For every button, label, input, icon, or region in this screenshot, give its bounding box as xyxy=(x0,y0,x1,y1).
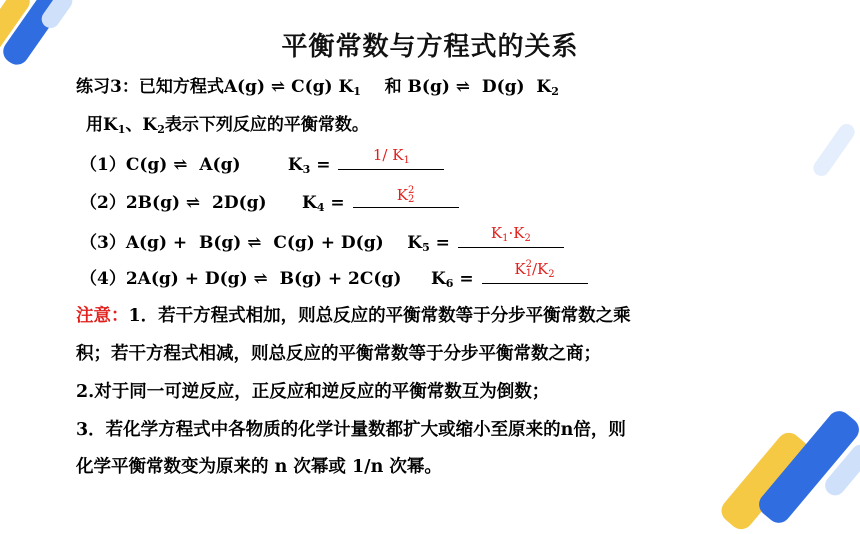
reaction-2-k-sub: 4 xyxy=(316,201,325,214)
answer-3-sub1: 1 xyxy=(502,233,509,244)
note-line-2: 积；若干方程式相减，则总反应的平衡常数等于分步平衡常数之商； xyxy=(76,344,601,364)
answer-blank-1 xyxy=(338,146,444,170)
instruction-sub2: 2 xyxy=(157,123,165,136)
answer-3-text: K xyxy=(490,224,503,242)
answer-4-sub2: 2 xyxy=(548,269,555,280)
reaction-2-eq: = xyxy=(324,193,351,213)
reaction-3-k-sub: 5 xyxy=(422,241,430,254)
answer-3 xyxy=(458,226,564,244)
answer-4 xyxy=(482,260,588,280)
reaction-1-text: （1）C(g) ⇌ A(g) K xyxy=(80,155,303,175)
answer-blank-3 xyxy=(458,224,564,248)
reaction-3-text: （3）A(g) + B(g) ⇌ C(g) + D(g) K xyxy=(80,233,423,253)
exercise-intro xyxy=(76,72,559,98)
reaction-item-1 xyxy=(80,146,444,176)
note-line-4: 3．若化学方程式中各物质的化学计量数都扩大或缩小至原来的n倍，则 xyxy=(76,420,626,440)
answer-4-sub1: 1 xyxy=(525,268,532,279)
answer-1-sub: 1 xyxy=(403,155,410,166)
reaction-4-k-sub: 6 xyxy=(445,277,454,290)
note-line-3: 2.对于同一可逆反应，正反应和逆反应的平衡常数互为倒数； xyxy=(76,382,550,402)
exercise-intro-text: 练习3：已知方程式A(g) ⇌ C(g) K xyxy=(76,77,354,97)
exercise-instruction xyxy=(86,110,369,136)
note-line-1 xyxy=(76,302,631,327)
answer-1 xyxy=(338,148,444,166)
reaction-1-k-sub: 3 xyxy=(302,163,311,176)
page-title: 平衡常数与方程式的关系 xyxy=(281,32,579,62)
note-label: 注意： xyxy=(76,306,129,326)
answer-blank-2 xyxy=(353,185,459,208)
reaction-item-2 xyxy=(80,185,459,214)
reaction-4-eq: = xyxy=(453,269,480,289)
reaction-1-eq: = xyxy=(310,155,337,175)
k2-subscript: 2 xyxy=(551,85,559,98)
note-line-5: 化学平衡常数变为原来的 n 次幂或 1/n 次幂。 xyxy=(76,457,442,477)
reaction-item-3 xyxy=(80,224,564,254)
instruction-end: 表示下列反应的平衡常数。 xyxy=(164,115,369,135)
reaction-2-text: （2）2B(g) ⇌ 2D(g) K xyxy=(80,193,317,213)
answer-2-sup: 2 xyxy=(408,185,415,196)
k1-subscript: 1 xyxy=(353,85,361,98)
answer-2-text: K xyxy=(396,186,409,204)
answer-4-sup: 2 xyxy=(525,259,532,270)
exercise-intro-and: 和 B(g) ⇌ D(g) K xyxy=(360,77,552,97)
answer-blank-4 xyxy=(482,259,588,284)
reaction-3-eq: = xyxy=(429,233,456,253)
note-1-text: 1．若干方程式相加，则总反应的平衡常数等于分步平衡常数之乘 xyxy=(128,306,631,326)
instruction-start: 用K xyxy=(86,115,118,135)
answer-3-sub2: 2 xyxy=(524,233,531,244)
reaction-4-text: （4）2A(g) + D(g) ⇌ B(g) + 2C(g) K xyxy=(80,269,446,289)
answer-2 xyxy=(353,186,459,204)
answer-1-text: 1/ K xyxy=(372,146,404,164)
instruction-sub1: 1 xyxy=(117,123,126,136)
reaction-item-4 xyxy=(80,259,588,290)
answer-4-text: K xyxy=(514,260,526,278)
answer-2-sub: 2 xyxy=(408,194,415,205)
instruction-mid: 、K xyxy=(125,115,158,135)
answer-3-mid: ·K xyxy=(508,224,525,242)
answer-4-mid: /K xyxy=(531,260,549,278)
decor-stripe-light-right xyxy=(810,121,858,179)
